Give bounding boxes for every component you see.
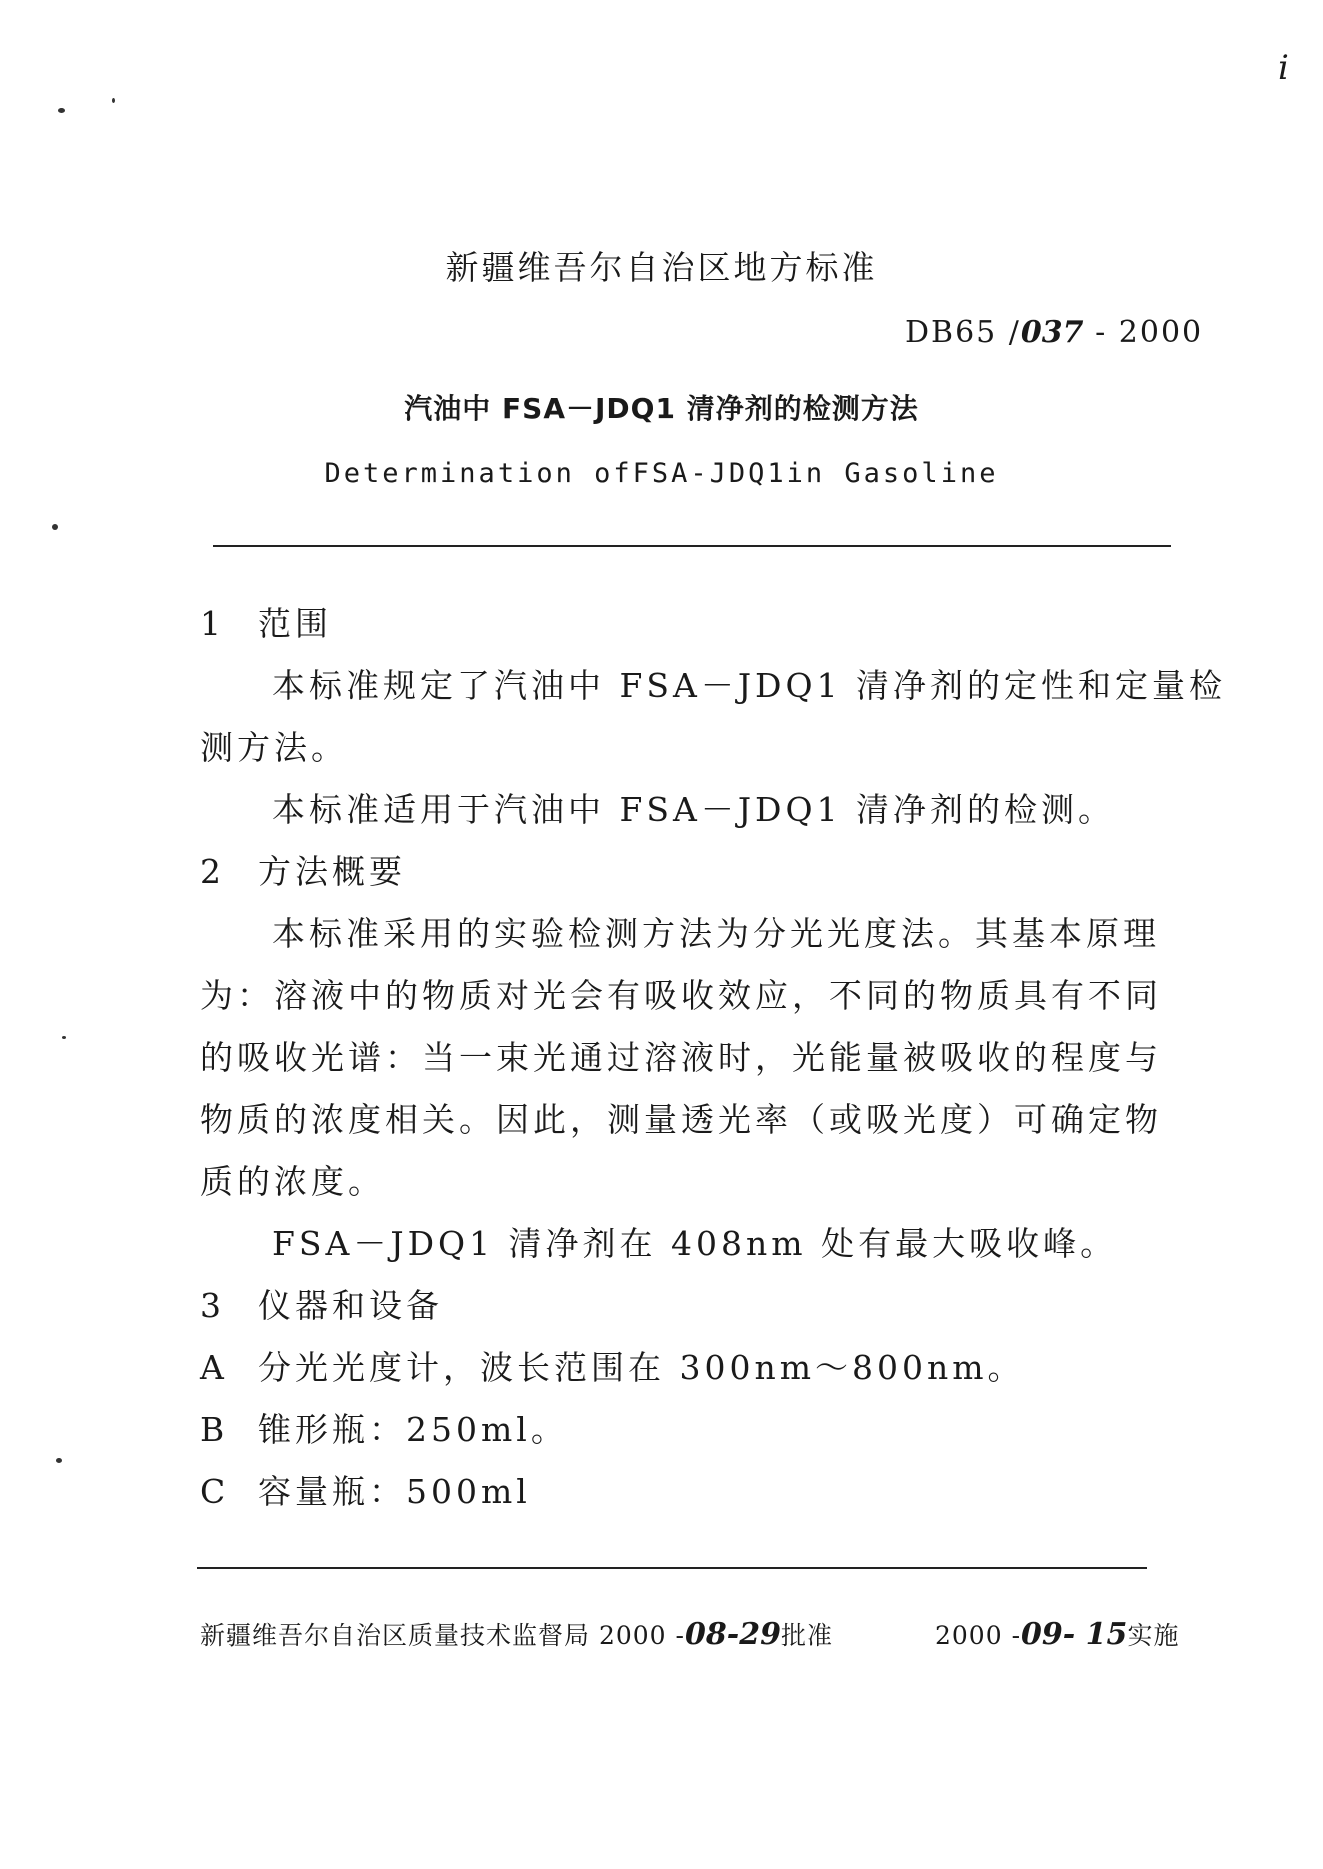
section-title: 方法概要 [258, 852, 406, 891]
approval-line [200, 1616, 833, 1652]
equipment-text: 容量瓶：500ml [258, 1472, 531, 1511]
effective-line [935, 1616, 1179, 1652]
approve-date-handwritten: 08-29 [685, 1617, 781, 1652]
equipment-label: A [200, 1348, 228, 1387]
document-title-en: Determination ofFSA-JDQ1in Gasoline [324, 458, 999, 489]
effective-year: 2000 - [935, 1621, 1022, 1650]
equipment-label: C [200, 1472, 230, 1511]
equipment-item [200, 1342, 1025, 1389]
paragraph-line: 为：溶液中的物质对光会有吸收效应，不同的物质具有不同 [200, 976, 1162, 1015]
effective-word: 实施 [1127, 1621, 1180, 1650]
page-corner-mark: i [1278, 48, 1289, 88]
equipment-text: 锥形瓶：250ml。 [258, 1410, 568, 1449]
issuing-authority: 新疆维吾尔自治区地方标准 [445, 248, 878, 287]
approve-year: 2000 - [598, 1621, 685, 1650]
section-number: 3 [200, 1286, 225, 1325]
scan-speck [62, 1036, 66, 1039]
equipment-item [200, 1466, 531, 1513]
paragraph-line: 测方法。 [200, 728, 348, 767]
equipment-text: 分光光度计，波长范围在 300nm～800nm。 [258, 1348, 1025, 1387]
standard-number-suffix: - 2000 [1095, 315, 1204, 350]
standard-number [905, 315, 1203, 350]
document-title-cn: 汽油中 FSA－JDQ1 清净剂的检测方法 [404, 392, 919, 425]
section-title: 范围 [258, 604, 332, 643]
approver: 新疆维吾尔自治区质量技术监督局 [200, 1621, 591, 1650]
paragraph-line: 的吸收光谱：当一束光通过溶液时，光能量被吸收的程度与 [200, 1038, 1162, 1077]
section-heading [200, 1280, 443, 1327]
paragraph-line: FSA－JDQ1 清净剂在 408nm 处有最大吸收峰。 [272, 1224, 1118, 1263]
section-heading [200, 598, 332, 645]
approve-word: 批准 [780, 1621, 833, 1650]
scan-speck [52, 524, 58, 530]
effective-date-handwritten: 09- 15 [1021, 1617, 1128, 1652]
scan-speck [112, 98, 115, 103]
scan-speck [56, 1458, 62, 1463]
paragraph-line: 本标准适用于汽油中 FSA－JDQ1 清净剂的检测。 [272, 790, 1116, 829]
paragraph-line: 质的浓度。 [200, 1162, 385, 1201]
paragraph-line: 本标准采用的实验检测方法为分光光度法。其基本原理 [272, 914, 1160, 953]
equipment-item [200, 1404, 568, 1451]
section-heading [200, 846, 406, 893]
standard-number-prefix: DB65 / [905, 315, 1021, 350]
equipment-label: B [200, 1410, 229, 1449]
section-title: 仪器和设备 [258, 1286, 443, 1325]
section-number: 2 [200, 852, 225, 891]
footer-divider [197, 1567, 1147, 1569]
section-number: 1 [200, 604, 225, 643]
paragraph-line: 物质的浓度相关。因此，测量透光率（或吸光度）可确定物 [200, 1100, 1162, 1139]
scan-speck [58, 108, 65, 113]
paragraph-line: 本标准规定了汽油中 FSA－JDQ1 清净剂的定性和定量检 [272, 666, 1227, 705]
standard-number-handwritten: 037 [1020, 315, 1084, 350]
header-divider [213, 545, 1171, 547]
